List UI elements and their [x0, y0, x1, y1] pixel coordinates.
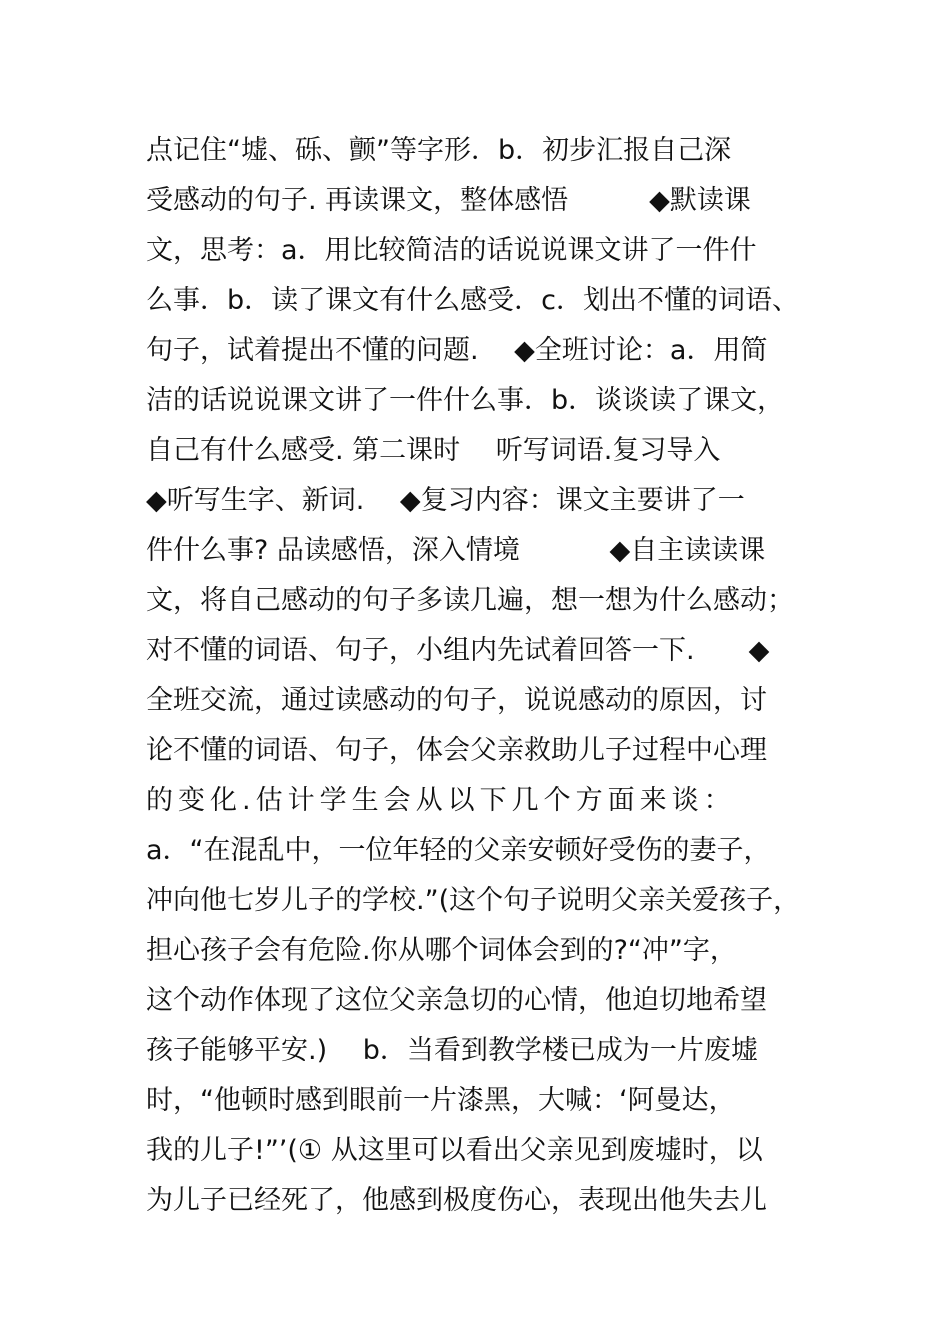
- text-line-15: a．“在混乱中，一位年轻的父亲安顿好受伤的妻子，: [146, 835, 771, 866]
- text-line-1: 点记住“墟、砾、颤”等字形．b．初步汇报自己深: [146, 135, 732, 166]
- text-line-11: 对不懂的词语、句子，小组内先试着回答一下. ◆: [146, 635, 770, 666]
- text-line-19: 孩子能够平安.) b．当看到教学楼已成为一片废墟: [146, 1035, 758, 1066]
- text-line-18: 这个动作体现了这位父亲急切的心情，他迫切地希望: [146, 985, 767, 1016]
- text-line-22: 为儿子已经死了，他感到极度伤心，表现出他失去儿: [146, 1185, 767, 1216]
- text-line-13: 论不懂的词语、句子，体会父亲救助儿子过程中心理: [146, 735, 767, 766]
- text-line-21: 我的儿子!”’(① 从这里可以看出父亲见到废墟时，以: [146, 1135, 763, 1166]
- text-line-4: 么事．b．读了课文有什么感受．c．划出不懂的词语、: [146, 285, 799, 316]
- text-line-5: 句子，试着提出不懂的问题. ◆全班讨论：a．用简: [146, 335, 768, 366]
- text-line-9: 件什么事? 品读感悟，深入情境 ◆自主读读课: [146, 535, 766, 566]
- text-line-6: 洁的话说说课文讲了一件什么事．b．谈谈读了课文，: [146, 385, 785, 416]
- text-line-17: 担心孩子会有危险.你从哪个词体会到的?“冲”字，: [146, 935, 737, 966]
- text-line-12: 全班交流，通过读感动的句子，说说感动的原因，讨: [146, 685, 767, 716]
- text-line-8: ◆听写生字、新词. ◆复习内容：课文主要讲了一: [146, 485, 745, 516]
- document-body: [146, 126, 836, 1226]
- text-line-10: 文，将自己感动的句子多读几遍，想一想为什么感动；: [146, 585, 794, 616]
- text-line-2: 受感动的句子. 再读课文，整体感悟 ◆默读课: [146, 185, 751, 216]
- text-line-7: 自己有什么感受. 第二课时 听写词语.复习导入: [146, 435, 721, 466]
- text-line-14: 的变化.估计学生会从以下几个方面来谈：: [146, 785, 736, 816]
- text-line-20: 时，“他顿时感到眼前一片漆黑，大喊：‘阿曼达，: [146, 1085, 736, 1116]
- text-line-3: 文，思考：a．用比较简洁的话说说课文讲了一件什: [146, 235, 757, 266]
- text-line-16: 冲向他七岁儿子的学校.”(这个句子说明父亲关爱孩子，: [146, 885, 801, 916]
